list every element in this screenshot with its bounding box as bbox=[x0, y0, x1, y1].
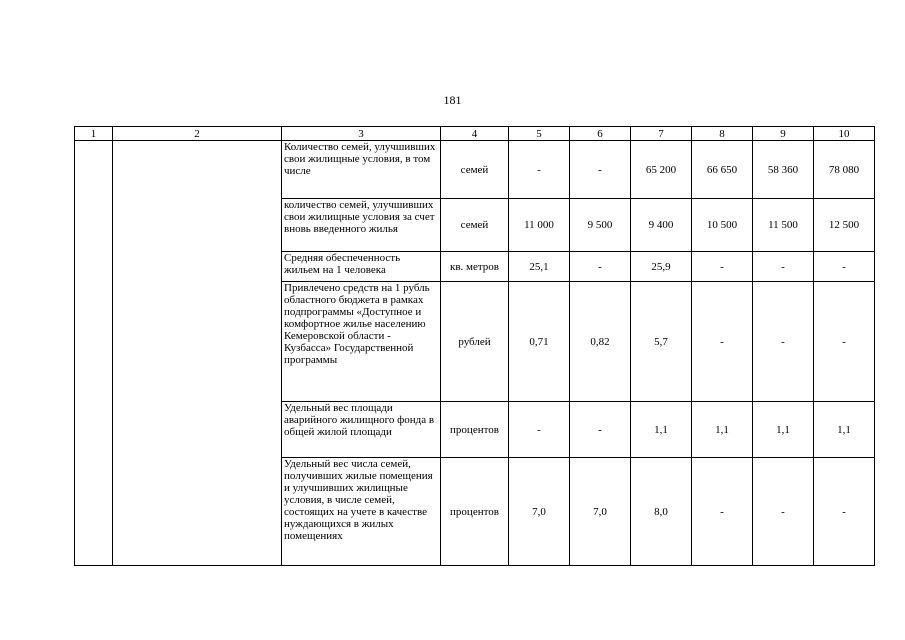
value-cell: - bbox=[570, 402, 631, 458]
column-number-row bbox=[75, 127, 875, 141]
value-cell: - bbox=[692, 252, 753, 282]
column-number: 2 bbox=[113, 127, 282, 141]
unit-cell: рублей bbox=[441, 282, 509, 402]
value-cell: - bbox=[570, 141, 631, 199]
empty-cell-col2 bbox=[113, 141, 282, 566]
value-cell: 7,0 bbox=[509, 458, 570, 566]
value-cell: 1,1 bbox=[814, 402, 875, 458]
value-cell: - bbox=[814, 252, 875, 282]
value-cell: 1,1 bbox=[753, 402, 814, 458]
table-row bbox=[75, 141, 875, 199]
page-number: 181 bbox=[443, 93, 462, 107]
value-cell: 9 500 bbox=[570, 199, 631, 252]
column-number: 8 bbox=[692, 127, 753, 141]
value-cell: 10 500 bbox=[692, 199, 753, 252]
value-cell: 0,82 bbox=[570, 282, 631, 402]
value-cell: 11 500 bbox=[753, 199, 814, 252]
unit-cell: процентов bbox=[441, 458, 509, 566]
unit-cell: процентов bbox=[441, 402, 509, 458]
value-cell: - bbox=[692, 282, 753, 402]
value-cell: - bbox=[509, 402, 570, 458]
indicator-cell: Удельный вес площади аварийного жилищного фонда в общей жилой площади bbox=[282, 402, 441, 458]
unit-cell: семей bbox=[441, 141, 509, 199]
column-number: 6 bbox=[570, 127, 631, 141]
value-cell: - bbox=[692, 458, 753, 566]
value-cell: 58 360 bbox=[753, 141, 814, 199]
value-cell: - bbox=[753, 282, 814, 402]
column-number: 7 bbox=[631, 127, 692, 141]
value-cell: 12 500 bbox=[814, 199, 875, 252]
value-cell: 65 200 bbox=[631, 141, 692, 199]
column-number: 5 bbox=[509, 127, 570, 141]
value-cell: 5,7 bbox=[631, 282, 692, 402]
unit-cell: кв. метров bbox=[441, 252, 509, 282]
value-cell: - bbox=[753, 252, 814, 282]
value-cell: 66 650 bbox=[692, 141, 753, 199]
value-cell: 1,1 bbox=[692, 402, 753, 458]
indicators-table bbox=[74, 126, 875, 566]
column-number: 3 bbox=[282, 127, 441, 141]
empty-cell-col1 bbox=[75, 141, 113, 566]
indicator-cell: количество семей, улучшивших свои жилищные условия за счет вновь введенного жилья bbox=[282, 199, 441, 252]
value-cell: 9 400 bbox=[631, 199, 692, 252]
value-cell: - bbox=[814, 282, 875, 402]
value-cell: 78 080 bbox=[814, 141, 875, 199]
value-cell: - bbox=[509, 141, 570, 199]
value-cell: 8,0 bbox=[631, 458, 692, 566]
indicator-cell: Привлечено средств на 1 рубль областного бюджета в рамках подпрограммы «Доступное и комфортное жилье населению Кемеровской области - Кузбасса» Государственной программы bbox=[282, 282, 441, 402]
value-cell: 0,71 bbox=[509, 282, 570, 402]
value-cell: 25,1 bbox=[509, 252, 570, 282]
value-cell: - bbox=[753, 458, 814, 566]
value-cell: - bbox=[570, 252, 631, 282]
column-number: 4 bbox=[441, 127, 509, 141]
indicator-cell: Удельный вес числа семей, получивших жилые помещения и улучшивших жилищные условия, в числе семей, состоящих на учете в качестве нуждающихся в жилых помещениях bbox=[282, 458, 441, 566]
value-cell: 7,0 bbox=[570, 458, 631, 566]
value-cell: 11 000 bbox=[509, 199, 570, 252]
unit-cell: семей bbox=[441, 199, 509, 252]
column-number: 1 bbox=[75, 127, 113, 141]
column-number: 10 bbox=[814, 127, 875, 141]
indicator-cell: Количество семей, улучшивших свои жилищные условия, в том числе bbox=[282, 141, 441, 199]
column-number: 9 bbox=[753, 127, 814, 141]
indicator-cell: Средняя обеспеченность жильем на 1 человека bbox=[282, 252, 441, 282]
value-cell: 1,1 bbox=[631, 402, 692, 458]
value-cell: 25,9 bbox=[631, 252, 692, 282]
value-cell: - bbox=[814, 458, 875, 566]
